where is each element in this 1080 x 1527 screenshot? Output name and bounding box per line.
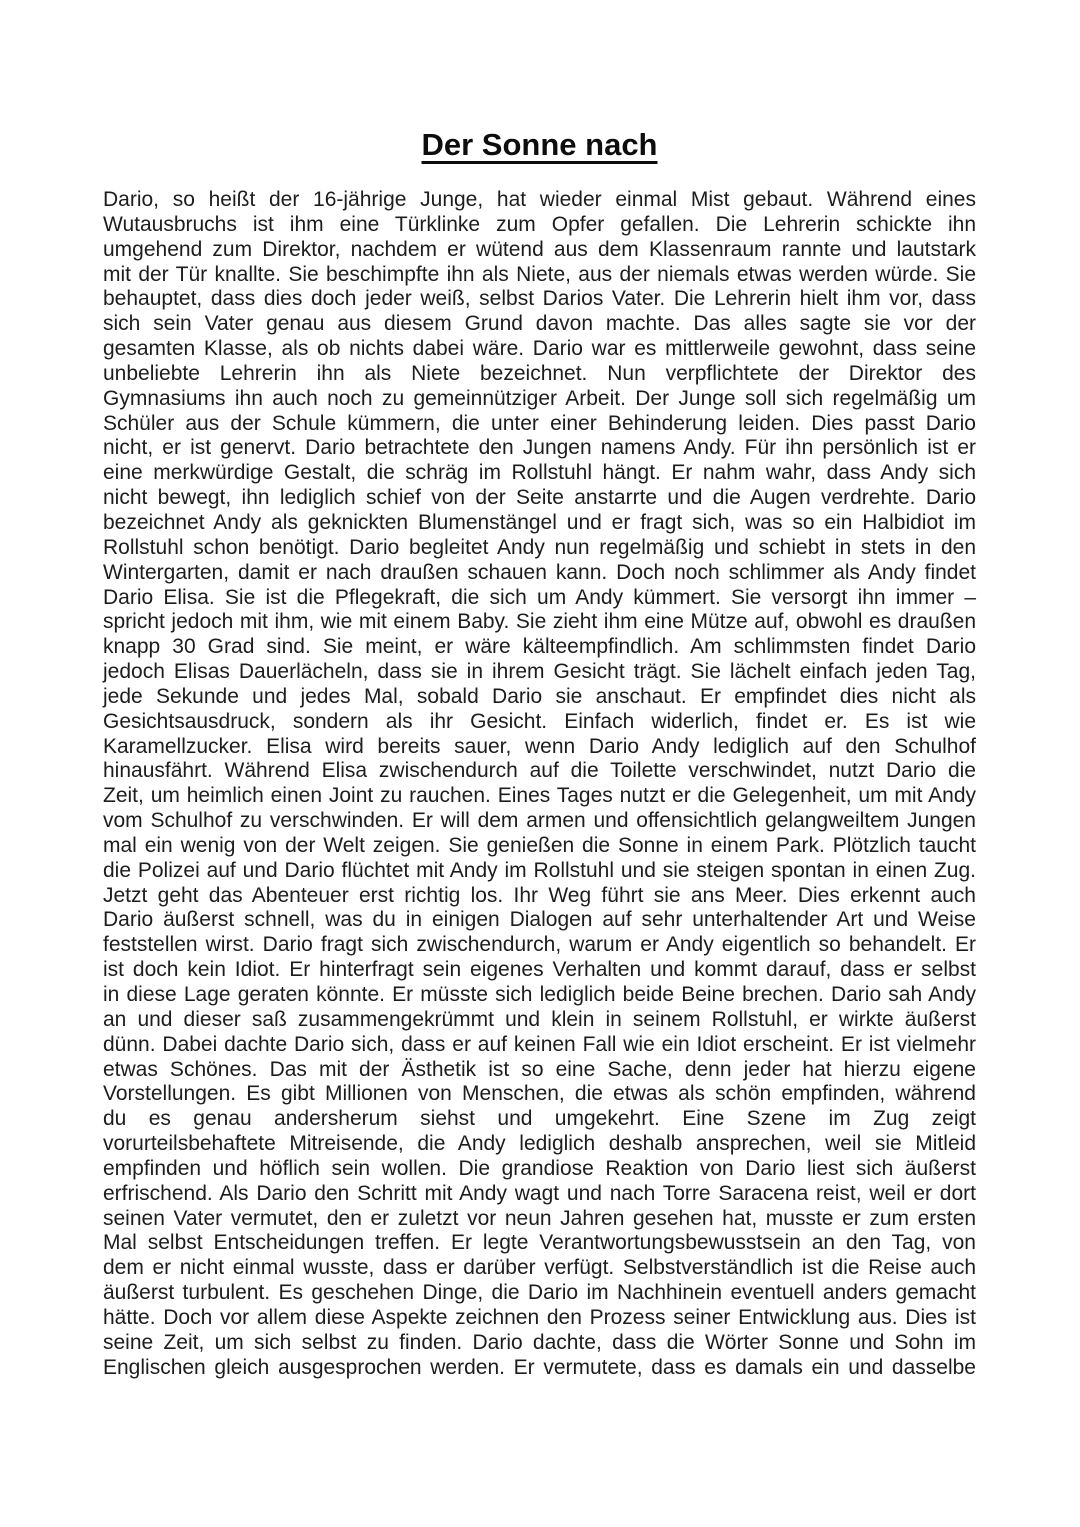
text-line: in diese Lage geraten könnte. Er müsste sich lediglich beide Beine brechen. Dario sah Andy: [103, 983, 976, 1006]
text-line: Rollstuhl schon benötigt. Dario begleitet Andy nun regelmäßig und schiebt in stets in den: [103, 535, 976, 559]
text-line: etwas Schönes. Das mit der Ästhetik ist so eine Sache, denn jeder hat hierzu eigene: [103, 1057, 976, 1081]
text-line: eine merkwürdige Gestalt, die schräg im Rollstuhl hängt. Er nahm wahr, dass Andy sich: [103, 461, 976, 485]
text-line: hinausfährt. Während Elisa zwischendurch auf die Toilette verschwindet, nutzt Dario die: [103, 759, 976, 783]
text-line: Gymnasiums ihn auch noch zu gemeinnütziger Arbeit. Der Junge soll sich regelmäßig um: [103, 386, 976, 410]
text-line: jede Sekunde und jedes Mal, sobald Dario sie anschaut. Er empfindet dies nicht als: [103, 684, 976, 708]
text-line: Dario, so heißt der 16-jährige Junge, hat wieder einmal Mist gebaut. Während eines: [103, 188, 976, 211]
text-line: Wintergarten, damit er nach draußen schauen kann. Doch noch schlimmer als Andy findet: [103, 560, 976, 584]
text-line: umgehend zum Direktor, nachdem er wütend aus dem Klassenraum rannte und lautstark: [103, 237, 976, 261]
text-line: dem er nicht einmal wusste, dass er darüber verfügt. Selbstverständlich ist die Reise auch: [103, 1256, 976, 1280]
text-line: Dario Elisa. Sie ist die Pflegekraft, die sich um Andy kümmert. Sie versorgt ihn immer –: [103, 585, 976, 609]
text-line: seinen Vater vermutet, den er zuletzt vor neun Jahren gesehen hat, musste er zum ersten: [103, 1206, 976, 1230]
text-line: empfinden und höflich sein wollen. Die grandiose Reaktion von Dario liest sich äußerst: [103, 1156, 976, 1180]
text-line: unbeliebte Lehrerin ihn als Niete bezeichnet. Nun verpflichtete der Direktor des: [103, 361, 976, 385]
text-line: sich sein Vater genau aus diesem Grund davon machte. Das alles sagte sie vor der: [103, 312, 976, 336]
text-line: die Polizei auf und Dario flüchtet mit Andy im Rollstuhl und sie steigen spontan in einen Zug.: [103, 858, 976, 882]
text-line: Zeit, um heimlich einen Joint zu rauchen. Eines Tages nutzt er die Gelegenheit, um mit Andy: [103, 784, 976, 808]
text-line: mal ein wenig von der Welt zeigen. Sie genießen die Sonne in einem Park. Plötzlich taucht: [103, 833, 976, 857]
text-line: mit der Tür knallte. Sie beschimpfte ihn als Niete, aus der niemals etwas werden würde. Sie: [103, 262, 976, 286]
text-line: vorurteilsbehaftete Mitreisende, die Andy lediglich deshalb ansprechen, weil sie Mitleid: [103, 1132, 976, 1156]
text-line: dünn. Dabei dachte Dario sich, dass er auf keinen Fall wie ein Idiot erscheint. Er ist vielmehr: [103, 1032, 976, 1056]
text-line: Dario äußerst schnell, was du in einigen Dialogen auf sehr unterhaltender Art und Weise: [103, 908, 976, 932]
text-line: Mal selbst Entscheidungen treffen. Er legte Verantwortungsbewusstsein an den Tag, von: [103, 1231, 976, 1255]
text-line: hätte. Doch vor allem diese Aspekte zeichnen den Prozess seiner Entwicklung aus. Dies ist: [103, 1305, 976, 1329]
text-line: Wutausbruchs ist ihm eine Türklinke zum Opfer gefallen. Die Lehrerin schickte ihn: [103, 212, 976, 236]
text-line: ist doch kein Idiot. Er hinterfragt sein eigenes Verhalten und kommt darauf, dass er selbst: [103, 958, 976, 982]
text-line: Englischen gleich ausgesprochen werden. Er vermutete, dass es damals ein und dasselbe: [103, 1355, 976, 1379]
text-line: an und dieser saß zusammengekrümmt und klein in seinem Rollstuhl, er wirkte äußerst: [103, 1007, 976, 1031]
text-line: jedoch Elisas Dauerlächeln, dass sie in ihrem Gesicht trägt. Sie lächelt einfach jeden Tag,: [103, 660, 976, 684]
text-line: bezeichnet Andy als geknickten Blumenstängel und er fragt sich, was so ein Halbidiot im: [103, 510, 976, 534]
text-line: seine Zeit, um sich selbst zu finden. Dario dachte, dass die Wörter Sonne und Sohn im: [103, 1330, 976, 1354]
text-line: knapp 30 Grad sind. Sie meint, er wäre kälteempfindlich. Am schlimmsten findet Dario: [103, 635, 976, 659]
text-line: nicht, er ist genervt. Dario betrachtete den Jungen namens Andy. Für ihn persönlich ist er: [103, 436, 976, 460]
text-line: äußerst turbulent. Es geschehen Dinge, die Dario im Nachhinein eventuell anders gemacht: [103, 1281, 976, 1305]
text-line: vom Schulhof zu verschwinden. Er will dem armen und offensichtlich gelangweiltem Jungen: [103, 809, 976, 833]
text-line: behauptet, dass dies doch jeder weiß, selbst Darios Vater. Die Lehrerin hielt ihm vor, dass: [103, 287, 976, 311]
page-title: [103, 127, 976, 163]
text-line: gesamten Klasse, als ob nichts dabei wäre. Dario war es mittlerweile gewohnt, dass seine: [103, 337, 976, 361]
document-body: [103, 188, 976, 1381]
text-line: Vorstellungen. Es gibt Millionen von Menschen, die etwas als schön empfinden, während: [103, 1082, 976, 1106]
text-line: nicht bewegt, ihn lediglich schief von der Seite anstarrte und die Augen verdrehte. Dario: [103, 486, 976, 510]
text-line: Karamellzucker. Elisa wird bereits sauer, wenn Dario Andy lediglich auf den Schulhof: [103, 734, 976, 758]
text-line: Schüler aus der Schule kümmern, die unter einer Behinderung leiden. Dies passt Dario: [103, 411, 976, 435]
text-line: erfrischend. Als Dario den Schritt mit Andy wagt und nach Torre Saracena reist, weil er dort: [103, 1181, 976, 1205]
text-line: feststellen wirst. Dario fragt sich zwischendurch, warum er Andy eigentlich so behandelt. Er: [103, 933, 976, 957]
text-line: Gesichtsausdruck, sondern als ihr Gesicht. Einfach widerlich, findet er. Es ist wie: [103, 709, 976, 733]
text-line: du es genau andersherum siehst und umgekehrt. Eine Szene im Zug zeigt: [103, 1107, 976, 1131]
text-line: Jetzt geht das Abenteuer erst richtig los. Ihr Weg führt sie ans Meer. Dies erkennt auch: [103, 883, 976, 907]
text-line: spricht jedoch mit ihm, wie mit einem Baby. Sie zieht ihm eine Mütze auf, obwohl es draußen: [103, 610, 976, 634]
page-title-text: Der Sonne nach: [421, 127, 658, 162]
